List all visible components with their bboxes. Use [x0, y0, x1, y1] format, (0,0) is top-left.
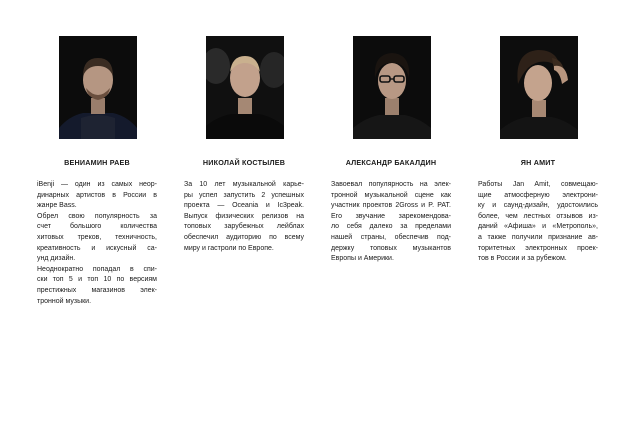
- person-name: НИКОЛАЙ КОСТЫЛЕВ: [202, 158, 286, 167]
- portrait-image: [353, 36, 431, 139]
- bio-line: а также получили признание ав-: [478, 233, 598, 241]
- bio-line: жанре Bass.: [37, 202, 77, 210]
- bio-line: даний «Афиша» и «Метрополь»,: [478, 223, 598, 231]
- bio-line: ку и саунд-дизайн, удостоились: [478, 202, 598, 210]
- portrait-photo: [500, 36, 578, 139]
- bio-line: счет большого количества: [37, 223, 157, 231]
- person-name: ВЕНИАМИН РАЕВ: [64, 158, 130, 167]
- bio-line: проекта — Oceania и Ic3peak.: [184, 202, 304, 210]
- portrait-image: [59, 36, 137, 139]
- bio-line: миру и гастроли по Европе.: [184, 244, 274, 252]
- bio-line: динарных артистов в России в: [37, 191, 157, 199]
- bio-line: Обрел свою популярность за: [37, 212, 157, 220]
- portrait-photo: [59, 36, 137, 139]
- person-bio: [478, 180, 598, 265]
- portrait-image: [500, 36, 578, 139]
- bio-line: креативность и искусный са-: [37, 244, 157, 252]
- bio-line: держку топовых музыкантов: [331, 244, 451, 252]
- bio-line: ры успел запустить 2 успешных: [184, 191, 304, 199]
- person-bio: [331, 180, 451, 265]
- bio-line: тронной музыкальной сцене как: [331, 191, 451, 199]
- bio-line: более, чем лестных отзывов из-: [478, 212, 598, 220]
- bio-line: нашей страны, обеспечив под-: [331, 233, 451, 241]
- bio-line: ло себя далеко за пределами: [331, 223, 451, 231]
- bio-line: торитетных электронных проек-: [478, 244, 598, 252]
- portrait-photo: [353, 36, 431, 139]
- bio-line: тронной музыки.: [37, 297, 92, 305]
- person-name: АЛЕКСАНДР БАКАЛДИН: [345, 158, 437, 167]
- bio-line: тов в России и за рубежом.: [478, 255, 567, 263]
- bio-line: топовых зарубежных лейблах: [184, 223, 304, 231]
- bio-line: iBenji — один из самых неор-: [37, 181, 157, 188]
- bio-line: За 10 лет музыкальной карье-: [184, 181, 304, 188]
- bio-line: Работы Jan Amit, совмещаю-: [478, 181, 598, 188]
- bio-line: щие атмосферную электрони-: [478, 191, 598, 199]
- bio-line: Выпуск физических релизов на: [184, 212, 304, 220]
- bio-line: престижных магазинов элек-: [37, 286, 157, 294]
- person-bio: [37, 180, 157, 307]
- bio-line: обеспечил аудиторию по всему: [184, 233, 304, 241]
- bio-line: хитовых треков, техничность,: [37, 233, 157, 241]
- bio-line: ски топ 5 и топ 10 по версиям: [37, 276, 157, 284]
- bio-line: участник проектов 2Gross и P. PAT.: [331, 202, 451, 210]
- bio-line: Европы и Америки.: [331, 255, 394, 263]
- bio-line: Неоднократно попадал в спи-: [37, 265, 157, 273]
- bio-line: унд дизайн.: [37, 255, 76, 263]
- bio-line: Его звучание зарекомендова-: [331, 212, 451, 220]
- portrait-image: [206, 36, 284, 139]
- person-name: ЯН АМИТ: [520, 158, 556, 167]
- bio-line: Завоевал популярность на элек-: [331, 181, 451, 188]
- person-bio: [184, 180, 304, 254]
- portrait-photo: [206, 36, 284, 139]
